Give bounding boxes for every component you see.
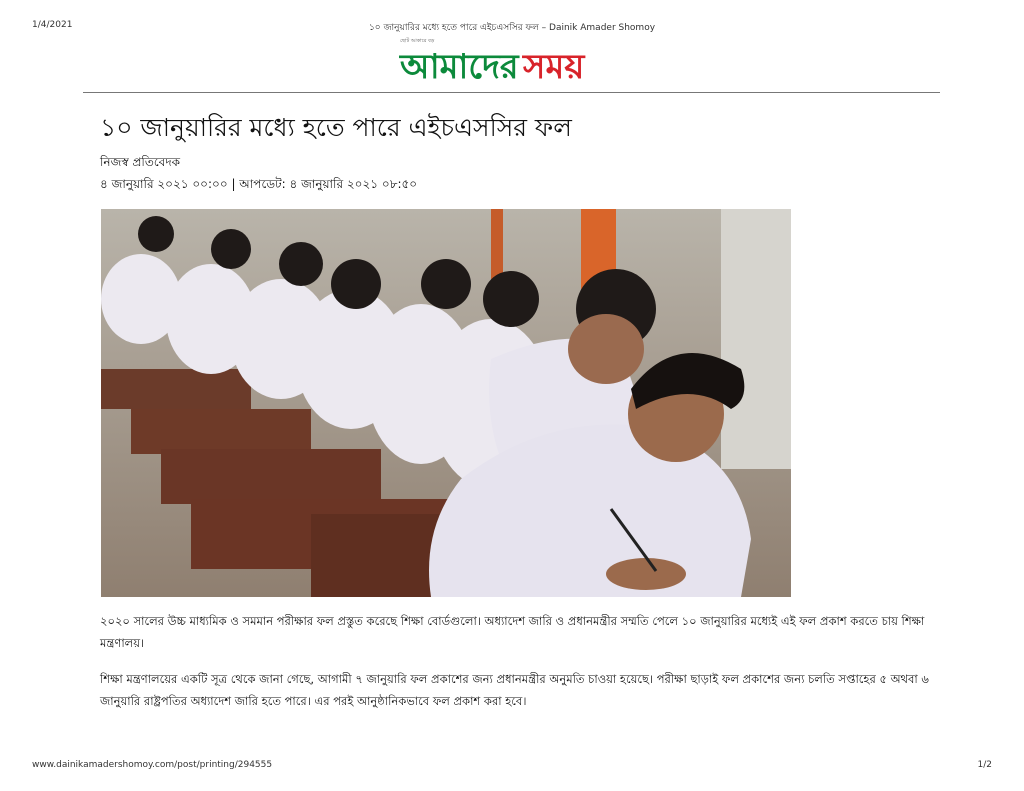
print-page-number: 1/2 [977, 760, 992, 770]
print-page-title: ১০ জানুয়ারির মধ্যে হতে পারে এইচএসসির ফল – Dainik Amader Shomoy [368, 23, 656, 33]
masthead-tagline: ছোট আকারে বড় [400, 38, 435, 44]
print-date: 1/4/2021 [32, 20, 73, 30]
article-photo [101, 209, 791, 597]
print-url: www.dainikamadershomoy.com/post/printing/294555 [32, 760, 273, 770]
exam-hall-photo [101, 209, 791, 597]
logo-part-shomoy: সময় [523, 47, 585, 87]
article-paragraph-1: ২০২০ সালের উচ্চ মাধ্যমিক ও সমমান পরীক্ষার ফল প্রস্তুত করেছে শিক্ষা বোর্ডগুলো। অধ্যাদেশ জারি ও প্রধানমন্ত্রীর সম্মতি পেলে ১০ জানুয়ারির মধ্যেই এই ফল প্রকাশ করতে চায় শিক্ষা মন্ত্রণালয়। [100, 614, 925, 650]
header-divider [83, 92, 940, 93]
logo-part-amader: আমাদের [400, 47, 519, 87]
newspaper-logo [395, 42, 635, 88]
article-dateline: ৪ জানুয়ারি ২০২১ ০০:০০ | আপডেট: ৪ জানুয়ারি ২০২১ ০৮:৫০ [100, 177, 418, 191]
article-headline: ১০ জানুয়ারির মধ্যে হতে পারে এইচএসসির ফল [100, 113, 572, 142]
article-paragraph-2: শিক্ষা মন্ত্রণালয়ের একটি সূত্র থেকে জানা গেছে, আগামী ৭ জানুয়ারি ফল প্রকাশের জন্য প্রধানমন্ত্রীর অনুমতি চাওয়া হয়েছে। পরীক্ষা ছাড়াই ফল প্রকাশের জন্য চলতি সপ্তাহের ৫ অথবা ৬ জানুয়ারি রাষ্ট্রপতির অধ্যাদেশ জারি হতে পারে। এর পরই আনুষ্ঠানিকভাবে ফল প্রকাশ করা হবে। [100, 672, 929, 708]
article-author: নিজস্ব প্রতিবেদক [100, 155, 181, 169]
masthead [0, 36, 1024, 88]
